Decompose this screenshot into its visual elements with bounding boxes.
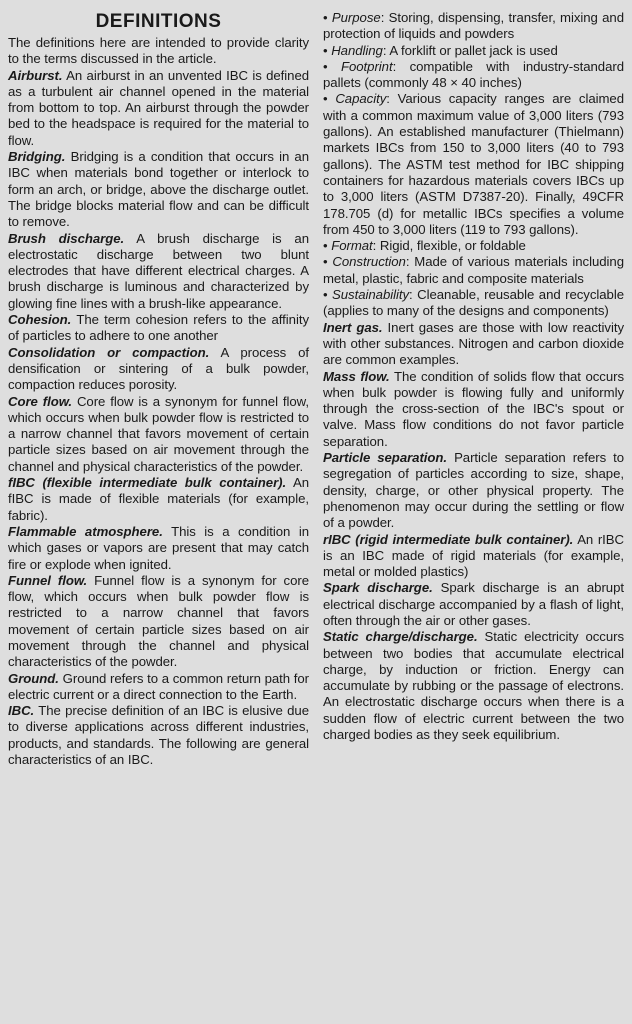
definition-term: fIBC (flexible intermediate bulk container). [8, 475, 287, 491]
definition-entry [8, 475, 309, 524]
definition-term: Mass flow. [323, 368, 390, 384]
left-definitions-list [8, 68, 309, 769]
definition-term: Particle separation. [323, 450, 448, 466]
characteristic-text: : compatible with industry-standard pallets (commonly 48 × 40 inches) [323, 58, 624, 91]
definition-text: A brush discharge is an electrostatic discharge between two blunt electrodes that have different electrical charges. A brush discharge is luminous and characterized by glowing fine lines with a brush-like appearance. [8, 230, 309, 311]
definition-text: The condition of solids flow that occurs when bulk powder is flowing fully and uniformly through the cross-section of the IBC's spout or valve. Mass flow conditions do not favor particle separation. [323, 368, 624, 449]
definition-entry [323, 629, 624, 743]
characteristic-item [323, 238, 624, 254]
definition-entry [8, 524, 309, 573]
definition-text: An rIBC is an IBC made of rigid materials (for example, metal or molded plastics) [323, 531, 624, 580]
definition-text: Bridging is a condition that occurs in an IBC when materials bond together or interlock to form an arch, or bridge, above the discharge outlet. The bridge blocks material flow and can be difficult to remove. [8, 149, 309, 230]
characteristic-item [323, 59, 624, 92]
definition-entry [323, 532, 624, 581]
definition-text: Static electricity occurs between two bodies that accumulate electrical charge, by induction or friction. Energy can accumulate by rubbing or the passage of electrons. An electrostatic discharge occurs when there is a sudden flow of electric current between the two charged bodies as they seek equilibrium. [323, 629, 624, 743]
characteristic-text: : Made of various materials including metal, plastic, fabric and composite materials [323, 254, 625, 286]
characteristic-label: Format [331, 238, 373, 254]
definition-term: Airburst. [8, 67, 63, 83]
definition-term: Spark discharge. [323, 580, 433, 596]
definition-entry [8, 394, 309, 475]
definition-entry [323, 369, 624, 450]
right-column [323, 10, 624, 1024]
characteristic-item [323, 43, 624, 59]
definition-term: Inert gas. [323, 319, 383, 335]
definition-entry [8, 671, 309, 704]
characteristic-item [323, 91, 624, 238]
definition-entry [8, 573, 309, 671]
definition-term: Flammable atmosphere. [8, 523, 163, 539]
definition-text: Core flow is a synonym for funnel flow, which occurs when bulk powder flow is restricted to a narrow channel that favors movement of certain particle sizes based on air movement through the channel and physical characteristics of the powder. [8, 393, 309, 474]
definition-entry [323, 320, 624, 369]
definition-text: Funnel flow is a synonym for core flow, which occurs when bulk powder flow is restricted to a narrow channel that favors movement of certain particle sizes based on air movement through the channel and physical characteristics of the powder. [8, 572, 310, 670]
definition-entry [8, 149, 309, 230]
ibc-characteristics-list [323, 10, 624, 320]
intro-paragraph: The definitions here are intended to provide clarity to the terms discussed in the article. [8, 35, 309, 67]
definition-term: Bridging. [8, 149, 66, 165]
definition-text: This is a condition in which gases or vapors are present that may catch fire or explode when ignited. [8, 523, 309, 572]
definition-text: Ground refers to a common return path for electric current or a direct connection to the Earth. [8, 670, 309, 702]
definition-entry [8, 703, 309, 768]
definition-term: Cohesion. [8, 312, 72, 328]
characteristic-text: : A forklift or pallet jack is used [382, 42, 558, 58]
characteristic-text: : Storing, dispensing, transfer, mixing and protection of liquids and powders [323, 10, 624, 42]
definition-term: Brush discharge. [8, 230, 125, 246]
definition-entry [8, 312, 309, 345]
section-heading: DEFINITIONS [95, 11, 222, 32]
characteristic-label: Purpose [331, 10, 381, 25]
definition-entry [323, 580, 624, 629]
characteristic-item [323, 10, 624, 43]
definition-term: IBC. [8, 703, 35, 719]
characteristic-label: Footprint [340, 58, 393, 74]
definition-entry [8, 68, 309, 149]
definition-term: Core flow. [8, 393, 73, 409]
definition-entry [8, 231, 309, 312]
characteristic-text: : Rigid, flexible, or foldable [372, 238, 526, 254]
characteristic-label: Handling [331, 42, 383, 58]
definition-text: Inert gases are those with low reactivity with other substances. Nitrogen and carbon dioxide are common examples. [323, 319, 624, 368]
definition-text: An airburst in an unvented IBC is defined as a turbulent air channel opened in the material from bottom to top. An airburst through the powder bed to the headspace is required for the material to flow. [8, 67, 310, 148]
definition-text: Particle separation refers to segregation of particles according to size, shape, density, charge, or other physical property. The phenomenon may occur during the settling or flow of a powder. [323, 450, 625, 531]
definition-entry [8, 345, 309, 394]
definition-term: Ground. [8, 670, 59, 686]
characteristic-label: Construction [332, 254, 406, 270]
definition-term: Funnel flow. [8, 572, 88, 588]
definition-text: Spark discharge is an abrupt electrical discharge accompanied by a flash of light, often through the air or other gases. [323, 580, 624, 628]
definition-text: A process of densification or sintering of a bulk powder, compaction reduces porosity. [8, 344, 309, 393]
definition-text: The term cohesion refers to the affinity of particles to adhere to one another [8, 312, 309, 344]
definition-text: An fIBC is made of flexible materials (for example, fabric). [8, 475, 309, 523]
definition-text: The precise definition of an IBC is elusive due to diverse applications across different industries, products, and standards. The following are general characteristics of an IBC. [8, 703, 309, 768]
definition-entry [323, 450, 624, 531]
right-definitions-list [323, 320, 624, 744]
characteristic-item [323, 287, 624, 320]
definition-term: Consolidation or compaction. [8, 344, 210, 360]
characteristic-label: Capacity [335, 91, 387, 107]
characteristic-item [323, 254, 624, 287]
definition-term: Static charge/discharge. [323, 629, 478, 645]
definition-term: rIBC (rigid intermediate bulk container). [323, 531, 574, 547]
characteristic-text: : Cleanable, reusable and recyclable (applies to many of the designs and components) [323, 287, 624, 319]
characteristic-text: : Various capacity ranges are claimed with a common maximum value of 3,000 liters (793 gallons). An established manufacturer (Thielmann) markets IBCs from 150 to 3,000 liters (40 to 793 gallons). The ASTM test method for IBC shipping containers for hazardous materials covers IBCs up to 3,000 liters (ASTM D7387-20). Finally, 49CFR 178.705 (d) for metallic IBCs specifies a volume from 450 to 3,000 liters (119 to 793 gallons). [323, 91, 624, 237]
characteristic-label: Sustainability [332, 287, 410, 303]
left-column [8, 10, 309, 1024]
